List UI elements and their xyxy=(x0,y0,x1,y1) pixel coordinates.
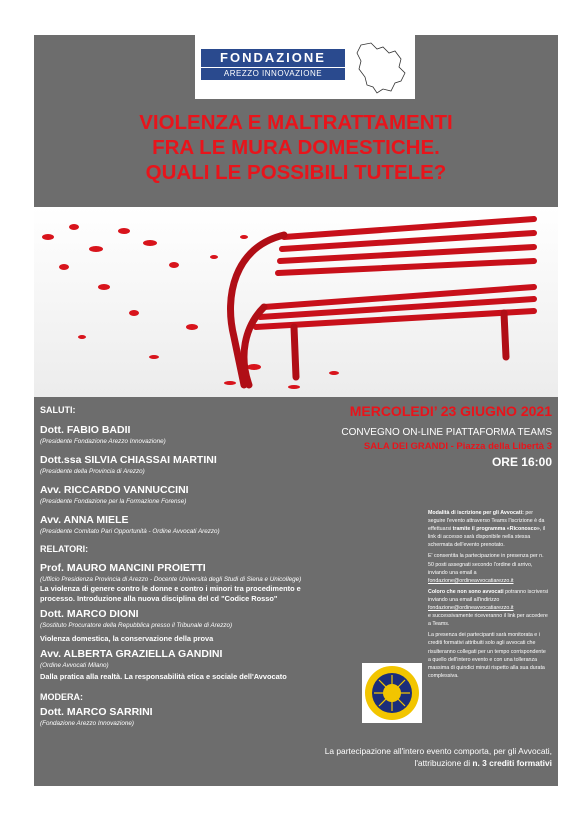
footer-text: l'attribuzione di xyxy=(414,758,473,768)
talk-title: processo. Introduzione alla nuova disciplina del cd "Codice Rosso" xyxy=(40,594,278,603)
red-bench-photo xyxy=(34,207,558,397)
moderatore xyxy=(40,706,360,728)
person-name: Dott. FABIO BADII xyxy=(40,424,131,436)
info-paragraph xyxy=(428,588,550,628)
info-paragraph xyxy=(428,552,550,584)
logo xyxy=(195,35,415,99)
footer-line: La partecipazione all'intero evento comporta, per gli Avvocati, xyxy=(324,746,552,756)
saluti-person xyxy=(40,514,360,536)
event-time: ORE 16:00 xyxy=(491,455,552,469)
info-bold: Modalità di iscrizione per gli Avvocati: xyxy=(428,510,524,516)
person-role: (Ordine Avvocati Milano) xyxy=(40,662,109,669)
info-paragraph: La presenza dei partecipanti sarà monitorata e i crediti formativi attribuiti solo agli avvocati che risulteranno collegati per un tempo corrispondente a quello dell'intero evento e con una tolleranza massima di quindici minuti rispetto alla sua durata complessiva. xyxy=(428,632,546,679)
talk-title: La violenza di genere contro le donne e contro i minori tra procedimento e xyxy=(40,584,301,593)
poster xyxy=(34,35,558,786)
info-bold: tramite il programma «Riconosco» xyxy=(452,526,540,533)
bench-illustration xyxy=(34,207,558,397)
talk-title: Dalla pratica alla realtà. La responsabilità etica e sociale dell'Avvocato xyxy=(40,672,287,681)
person-role: (Presidente Fondazione per la Formazione Forense) xyxy=(40,498,187,505)
person-role: (Presidente Fondazione Arezzo Innovazione) xyxy=(40,438,166,445)
info-text: potranno iscriversi inviando una email all'indirizzo xyxy=(428,588,549,603)
person-name: Avv. ALBERTA GRAZIELLA GANDINI xyxy=(40,648,223,660)
registration-info xyxy=(428,509,550,683)
person-name: Avv. RICCARDO VANNUCCINI xyxy=(40,484,189,496)
person-role: (Fondazione Arezzo Innovazione) xyxy=(40,720,134,727)
email-link[interactable]: fondazione@ordineavvocatiarezzo.it xyxy=(428,577,514,584)
info-bold: Coloro che non sono avvocati xyxy=(428,588,504,595)
logo-top-text: FONDAZIONE xyxy=(201,49,345,67)
credits-footer xyxy=(194,745,552,769)
footer-line xyxy=(194,757,552,769)
tuscany-map-icon xyxy=(353,39,411,95)
person-role: (Ufficio Presidenza Provincia di Arezzo - Docente Università degli Studi di Siena e Unicollege) xyxy=(40,576,302,583)
person-role: (Presidente della Provincia di Arezzo) xyxy=(40,468,145,475)
committee-seal-icon xyxy=(362,663,422,723)
title-line-1: VIOLENZA E MALTRATTAMENTI xyxy=(139,111,453,134)
person-name: Prof. MAURO MANCINI PROIETTI xyxy=(40,562,206,574)
person-role: (Presidente Comitato Pari Opportunità - Ordine Avvocati Arezzo) xyxy=(40,528,220,535)
info-text: per seguire l'evento attraverso Teams l'iscrizione è da effettuarsi xyxy=(428,510,545,533)
person-name: Dott. MARCO SARRINI xyxy=(40,706,153,718)
relatore xyxy=(40,648,360,682)
info-text: e successivamente riceveranno il link per accedere a Teams. xyxy=(428,613,548,628)
saluti-person xyxy=(40,484,360,506)
info-text: , il link di accesso sarà disponibile nella stessa schermata dell'evento prenotato. xyxy=(428,526,546,549)
footer-credits: n. 3 crediti formativi xyxy=(472,758,552,768)
relatore xyxy=(40,562,360,604)
event-details xyxy=(296,403,552,469)
person-name: Avv. ANNA MIELE xyxy=(40,514,129,526)
info-text: E' consentita la partecipazione in presenza per n. 50 posti assegnati secondo l'ordine di arrivo, inviando una email a xyxy=(428,553,544,576)
person-name: Dott.ssa SILVIA CHIASSAI MARTINI xyxy=(40,454,217,466)
talk-title: Violenza domestica, la conservazione della prova xyxy=(40,634,214,643)
poster-title xyxy=(34,110,558,185)
person-role: (Sostituto Procuratore della Repubblica presso il Tribunale di Arezzo) xyxy=(40,622,233,629)
saluti-heading: SALUTI: xyxy=(40,405,76,415)
email-link[interactable]: fondazione@ordineavvocatiarezzo.it xyxy=(428,605,514,612)
logo-bottom-text: AREZZO INNOVAZIONE xyxy=(201,68,345,80)
title-line-2: FRA LE MURA DOMESTICHE. xyxy=(152,136,440,159)
info-paragraph xyxy=(428,509,550,549)
event-location: SALA DEI GRANDI - Piazza della Libertà 3 xyxy=(363,441,552,452)
event-platform: CONVEGNO ON-LINE PIATTAFORMA TEAMS xyxy=(341,427,552,438)
relatori-heading: RELATORI: xyxy=(40,544,89,554)
modera-heading: MODERA: xyxy=(40,692,83,702)
relatore xyxy=(40,608,360,644)
person-name: Dott. MARCO DIONI xyxy=(40,608,139,620)
title-line-3: QUALI LE POSSIBILI TUTELE? xyxy=(145,161,447,184)
event-date: MERCOLEDI’ 23 GIUGNO 2021 xyxy=(349,403,552,419)
